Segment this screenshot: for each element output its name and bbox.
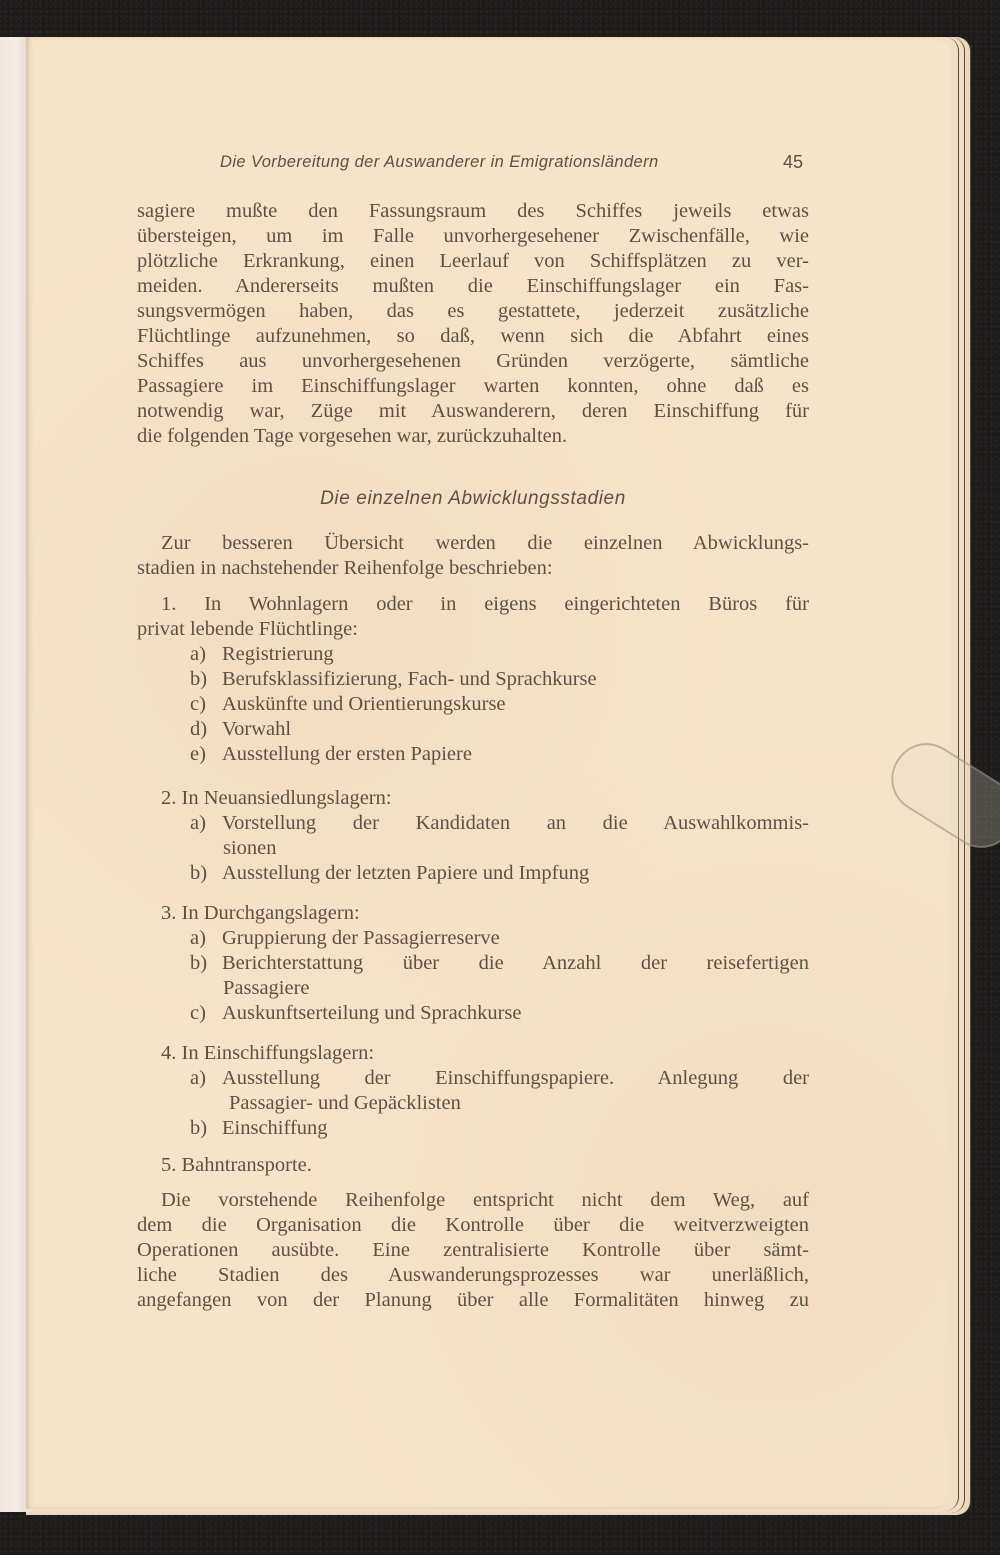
text-line: dem die Organisation die Kontrolle über die weitverzweigten (137, 1214, 809, 1236)
text-line: Operationen ausübte. Eine zentralisierte Kontrolle über sämt- (137, 1239, 809, 1261)
list-item-line (137, 592, 809, 617)
sub-item: a) Vorstellung der Kandidaten an die Auswahlkommis- (190, 812, 809, 834)
sub-item: a) Gruppierung der Passagierreserve (190, 927, 500, 949)
section-heading: Die einzelnen Abwicklungsstadien (320, 488, 626, 509)
list-item-line: 5. Bahntransporte. (161, 1154, 312, 1176)
facing-page-edge (0, 37, 26, 1512)
text-line: Die vorstehende Reihenfolge entspricht nicht dem Weg, auf (161, 1189, 809, 1211)
paragraph-2 (137, 1188, 809, 1313)
running-head (137, 150, 809, 176)
text-line: meiden. Andererseits mußten die Einschiffungslager ein Fas- (137, 275, 809, 297)
sub-item: e) Ausstellung der ersten Papiere (190, 743, 472, 765)
text-line: Schiffes aus unvorhergesehenen Gründen verzögerte, sämtliche (137, 350, 809, 372)
list-number: 2. (161, 787, 177, 809)
list-number: 5. (161, 1154, 177, 1176)
list-item-5 (137, 1153, 809, 1178)
list-item-2 (137, 786, 809, 886)
text-line: notwendig war, Züge mit Auswanderern, deren Einschiffung für (137, 400, 809, 422)
list-item-line: 2. In Neuansiedlungslagern: (161, 787, 392, 809)
text-line: übersteigen, um im Falle unvorhergesehener Zwischenfälle, wie (137, 225, 809, 247)
list-number: 1. (161, 593, 177, 615)
list-item-line: 4. In Einschiffungslagern: (161, 1042, 375, 1064)
sub-item-continuation: Passagier- und Gepäcklisten (229, 1092, 461, 1114)
page-number: 45 (782, 152, 803, 172)
running-head-title: Die Vorbereitung der Auswanderer in Emigrationsländern (220, 153, 659, 171)
list-item-3 (137, 901, 809, 1026)
sub-item: d) Vorwahl (190, 718, 292, 740)
list-item-line: 3. In Durchgangslagern: (161, 902, 360, 924)
sub-item-continuation: Passagiere (223, 977, 310, 999)
text-line: angefangen von der Planung über alle Formalitäten hinweg zu (137, 1289, 809, 1311)
sub-item: a) Ausstellung der Einschiffungspapiere. Anlegung der (190, 1067, 809, 1089)
text-line: Zur besseren Übersicht werden die einzelnen Abwicklungs- (161, 532, 809, 554)
list-number: 3. (161, 902, 177, 924)
list-item-1 (137, 592, 809, 767)
sub-item: b) Einschiffung (190, 1117, 328, 1139)
text-line: sagiere mußte den Fassungsraum des Schiffes jeweils etwas (137, 200, 809, 222)
sub-item: a) Registrierung (190, 643, 334, 665)
intro-paragraph (137, 531, 809, 581)
text-line: die folgenden Tage vorgesehen war, zurückzuhalten. (137, 425, 568, 447)
text-line: plötzliche Erkrankung, einen Leerlauf von Schiffsplätzen zu ver- (137, 250, 809, 272)
list-item-line: privat lebende Flüchtlinge: (137, 618, 358, 640)
sub-item: c) Auskünfte und Orientierungskurse (190, 693, 506, 715)
list-number: 4. (161, 1042, 177, 1064)
sub-item: c) Auskunftserteilung und Sprachkurse (190, 1002, 522, 1024)
text-line: sungsvermögen haben, das es gestattete, jederzeit zusätzliche (137, 300, 809, 322)
paragraph-1 (137, 199, 809, 449)
list-item-4 (137, 1041, 809, 1141)
sub-item-continuation: sionen (223, 837, 277, 859)
text-line: Flüchtlinge aufzunehmen, so daß, wenn sich die Abfahrt eines (137, 325, 809, 347)
sub-item: b) Berichterstattung über die Anzahl der reisefertigen (190, 952, 809, 974)
list-text: In Wohnlagern oder in eigens eingerichteten Büros für (204, 593, 809, 615)
sub-item: b) Berufsklassifizierung, Fach- und Sprachkurse (190, 668, 597, 690)
text-line: liche Stadien des Auswanderungsprozesses war unerläßlich, (137, 1264, 809, 1286)
text-line: stadien in nachstehender Reihenfolge beschrieben: (137, 557, 553, 579)
text-line: Passagiere im Einschiffungslager warten konnten, ohne daß es (137, 375, 809, 397)
sub-item: b) Ausstellung der letzten Papiere und Impfung (190, 862, 590, 884)
